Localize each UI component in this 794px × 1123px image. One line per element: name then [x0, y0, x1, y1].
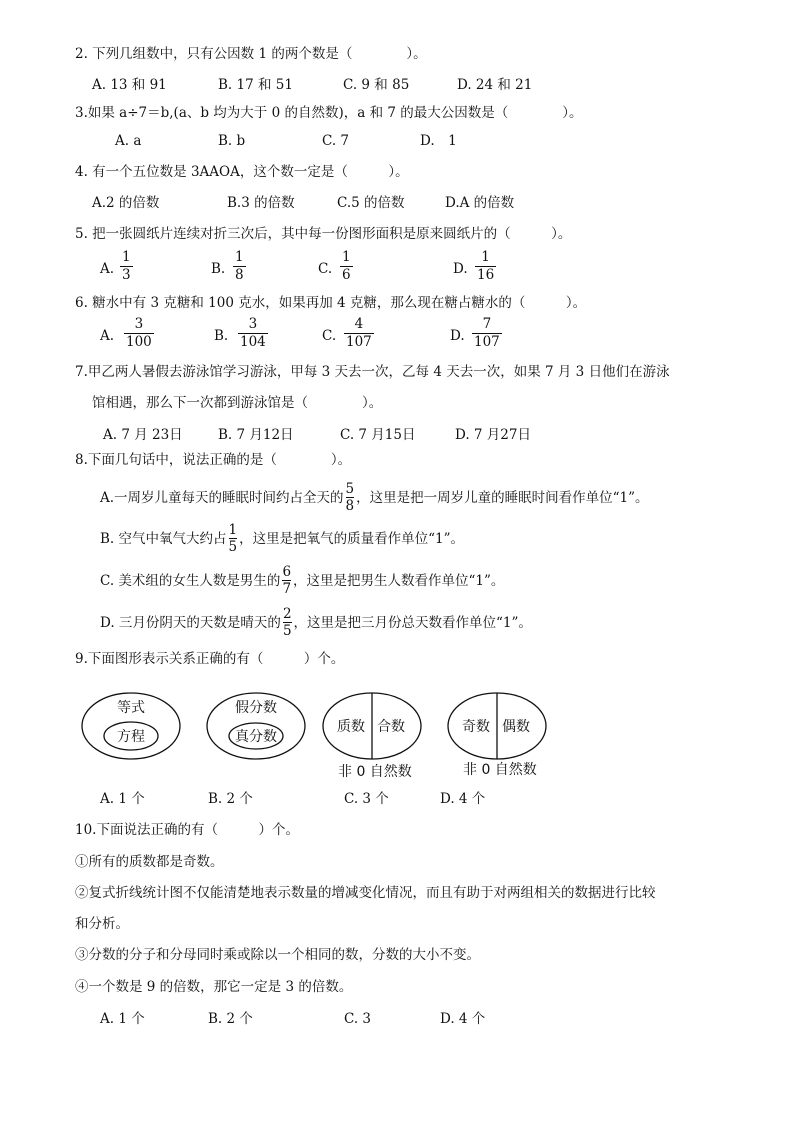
q6-option-c-fraction [344, 316, 374, 351]
q9-fig2-outer-label: 假分数 [235, 700, 277, 716]
q10-statement-4: ④一个数是 9 的倍数，那它一定是 3 的倍数。 [75, 979, 353, 995]
q4-option-d: D.A 的倍数 [445, 195, 515, 211]
q2-stem: 2. 下列几组数中，只有公因数 1 的两个数是（ ）。 [75, 46, 427, 62]
q5-option-a-label: A. [100, 261, 115, 277]
q8-b-text-after: ，这里是把氧气的质量看作单位“1”。 [239, 531, 465, 547]
q6-stem: 6. 糖水中有 3 克糖和 100 克水，如果再加 4 克糖，那么现在糖占糖水的（ ）。 [75, 295, 587, 311]
q5-c-denominator: 6 [342, 267, 351, 283]
q8-c-denominator: 7 [282, 581, 292, 597]
q8-d-text-before: D. 三月份阴天的天数是晴天的 [100, 615, 281, 631]
q5-a-denominator: 3 [122, 267, 131, 283]
q8-d-denominator: 5 [282, 623, 292, 639]
q4-stem: 4. 有一个五位数是 3AAOA，这个数一定是（ ）。 [75, 164, 409, 180]
q9-fig2-inner-label: 真分数 [235, 729, 277, 745]
q6-option-d-label: D. [450, 328, 465, 344]
q6-a-denominator: 100 [126, 334, 152, 350]
q3-option-c: C. 7 [322, 133, 350, 149]
q9-option-c: C. 3 个 [344, 791, 389, 807]
q5-d-numerator: 1 [481, 249, 490, 265]
q8-a-text-after: ，这里是把一周岁儿童的睡眠时间看作单位“1”。 [356, 490, 649, 506]
q6-option-b-fraction [238, 316, 268, 351]
q5-c-numerator: 1 [342, 249, 351, 265]
q9-fig4-right-label: 偶数 [502, 719, 530, 735]
q3-option-a: A. a [115, 133, 142, 149]
q3-stem: 3.如果 a÷7＝b,(a、b 均为大于 0 的自然数)，a 和 7 的最大公因数是（ ）。 [75, 105, 583, 121]
q9-fig3-left-label: 质数 [337, 719, 365, 735]
q8-d-numerator: 2 [282, 606, 292, 622]
q6-c-numerator: 4 [354, 316, 364, 332]
q7-option-c: C. 7 月15日 [340, 427, 416, 443]
q5-option-c-fraction [340, 249, 353, 284]
q8-b-denominator: 5 [228, 539, 238, 555]
q8-a-text-before: A.一周岁儿童每天的睡眠时间约占全天的 [100, 490, 344, 506]
q8-stem: 8.下面几句话中，说法正确的是（ ）。 [75, 452, 352, 468]
q10-option-c: C. 3 [344, 1011, 372, 1027]
q9-fig4-caption: 非 0 自然数 [463, 762, 537, 778]
q5-b-denominator: 8 [235, 267, 244, 283]
q7-option-b: B. 7 月12日 [218, 427, 294, 443]
q9-stem: 9.下面图形表示关系正确的有（ ）个。 [75, 651, 345, 667]
q5-option-d-label: D. [453, 261, 468, 277]
q2-option-a: A. 13 和 91 [92, 77, 167, 93]
q10-option-d: D. 4 个 [440, 1011, 486, 1027]
q9-fig1-inner-label: 方程 [117, 729, 145, 745]
q4-option-a: A.2 的倍数 [92, 195, 160, 211]
q8-a-fraction [346, 481, 355, 514]
q7-option-a: A. 7 月 23日 [103, 427, 183, 443]
q9-fig3-caption: 非 0 自然数 [338, 764, 412, 780]
q7-stem-line1: 7.甲乙两人暑假去游泳馆学习游泳，甲每 3 天去一次，乙每 4 天去一次，如果 7 月 3 日他们在游泳 [75, 364, 670, 380]
q9-fig4-left-label: 奇数 [462, 719, 490, 735]
q9-fig1-outer-label: 等式 [117, 700, 145, 716]
q9-diagrams [0, 690, 794, 770]
q9-option-a: A. 1 个 [100, 791, 145, 807]
q3-option-d: D. 1 [420, 133, 457, 149]
q9-figure-1 [82, 693, 180, 759]
q2-option-d: D. 24 和 21 [457, 77, 533, 93]
q8-c-fraction [282, 564, 291, 597]
q6-option-a-fraction [124, 316, 154, 351]
q3-option-b: B. b [218, 133, 246, 149]
q9-option-d: D. 4 个 [440, 791, 486, 807]
q9-figure-3 [323, 693, 421, 759]
q10-statement-1: ①所有的质数都是奇数。 [75, 854, 224, 870]
q8-statement-b [100, 523, 464, 556]
q5-option-c-label: C. [318, 261, 333, 277]
q6-option-a-label: A. [100, 328, 115, 344]
q5-option-d-fraction [475, 249, 496, 284]
q2-option-b: B. 17 和 51 [218, 77, 293, 93]
q10-stem: 10.下面说法正确的有（ ）个。 [75, 822, 299, 838]
q6-c-denominator: 107 [346, 334, 372, 350]
q8-statement-c [100, 565, 504, 598]
q10-option-a: A. 1 个 [100, 1011, 145, 1027]
q6-option-c-label: C. [322, 328, 337, 344]
q5-option-a-fraction [120, 249, 133, 284]
q8-b-fraction [229, 522, 238, 555]
q4-option-c: C.5 的倍数 [337, 195, 405, 211]
q9-figure-4 [448, 693, 546, 759]
q5-stem: 5. 把一张圆纸片连续对折三次后，其中每一份图形面积是原来圆纸片的（ ）。 [75, 226, 572, 242]
q8-d-fraction [283, 606, 292, 639]
q9-figure-2 [207, 693, 305, 759]
q10-statement-3: ③分数的分子和分母同时乘或除以一个相同的数，分数的大小不变。 [75, 947, 480, 963]
q5-b-numerator: 1 [235, 249, 244, 265]
q10-statement-2-line2: 和分析。 [75, 916, 129, 932]
q5-option-b-label: B. [211, 261, 226, 277]
q6-b-denominator: 104 [240, 334, 266, 350]
q6-a-numerator: 3 [134, 316, 144, 332]
q8-c-numerator: 6 [282, 564, 292, 580]
q7-stem-line2: 馆相遇，那么下一次都到游泳馆是（ ）。 [92, 395, 383, 411]
q7-option-d: D. 7 月27日 [455, 427, 531, 443]
q10-statement-2-line1: ②复式折线统计图不仅能清楚地表示数量的增减变化情况，而且有助于对两组相关的数据进行比较 [75, 885, 656, 901]
q5-d-denominator: 16 [477, 267, 495, 283]
q8-c-text-after: ，这里是把男生人数看作单位“1”。 [293, 573, 505, 589]
q9-fig3-right-label: 合数 [377, 719, 405, 735]
q4-option-b: B.3 的倍数 [227, 195, 295, 211]
q8-c-text-before: C. 美术组的女生人数是男生的 [100, 573, 281, 589]
q6-d-denominator: 107 [474, 334, 500, 350]
q8-a-denominator: 8 [345, 498, 355, 514]
q8-a-numerator: 5 [345, 481, 355, 497]
q5-option-b-fraction [233, 249, 246, 284]
q8-statement-a [100, 482, 649, 515]
q8-b-text-before: B. 空气中氧气大约占 [100, 531, 227, 547]
q6-option-d-fraction [472, 316, 502, 351]
q8-b-numerator: 1 [228, 522, 238, 538]
q8-statement-d [100, 607, 532, 640]
q6-b-numerator: 3 [248, 316, 258, 332]
q6-option-b-label: B. [214, 328, 229, 344]
q10-option-b: B. 2 个 [208, 1011, 253, 1027]
q5-a-numerator: 1 [122, 249, 131, 265]
q9-option-b: B. 2 个 [208, 791, 253, 807]
q2-option-c: C. 9 和 85 [343, 77, 410, 93]
q6-d-numerator: 7 [482, 316, 492, 332]
q8-d-text-after: ，这里是把三月份总天数看作单位“1”。 [293, 615, 532, 631]
